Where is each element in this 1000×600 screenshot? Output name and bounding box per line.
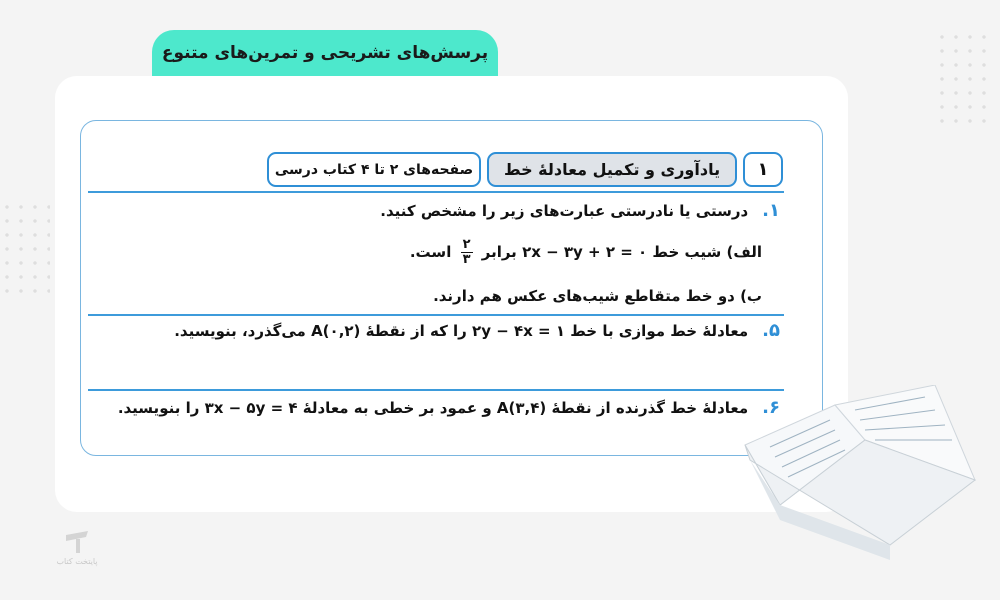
question-text: معادلهٔ خط موازی با خط ۲y − ۴x = ۱ را که از نقطهٔ A(۰,۲) می‌گذرد، بنویسید. — [174, 322, 749, 340]
question-text: درستی یا نادرستی عبارت‌های زیر را مشخص کنید. — [380, 202, 749, 220]
divider — [88, 314, 784, 316]
question-number: ۶. — [762, 397, 780, 418]
section-pages: صفحه‌های ۲ تا ۴ کتاب درسی — [267, 152, 481, 187]
logo-text: پایتخت کتاب — [56, 557, 98, 566]
fraction-numerator: ۲ — [462, 237, 471, 252]
decorative-dots — [0, 200, 50, 300]
question-5 — [174, 320, 780, 341]
question-number: ۵. — [762, 320, 780, 341]
question-1-part-a — [410, 238, 762, 267]
section-title: یادآوری و تکمیل معادلهٔ خط — [487, 152, 737, 187]
part-a-prefix: الف) شیب خط — [652, 243, 762, 261]
logo-icon — [62, 527, 92, 555]
fraction-denominator: ۳ — [462, 252, 471, 267]
question-1-part-b: ب) دو خط متقاطع شیب‌های عکس هم دارند. — [433, 287, 762, 305]
decorative-dots — [935, 30, 995, 130]
question-number: ۱. — [762, 200, 780, 221]
question-1 — [380, 200, 780, 221]
fraction — [461, 238, 473, 267]
divider — [88, 191, 784, 193]
section-number: ۱ — [743, 152, 783, 187]
question-6 — [118, 397, 780, 418]
open-book-image — [740, 385, 980, 585]
logo — [52, 527, 102, 566]
part-a-mid: برابر — [481, 243, 517, 261]
part-a-suffix: است. — [409, 243, 452, 261]
banner-title: پرسش‌های تشریحی و تمرین‌های متنوع — [161, 43, 489, 63]
banner-tab — [152, 30, 498, 76]
part-a-equation: ۲x − ۳y + ۲ = ۰ — [522, 243, 648, 261]
question-text: معادلهٔ خط گذرنده از نقطهٔ A(۳,۴) و عمود بر خطی به معادلهٔ ۳x − ۵y = ۴ را بنویسید. — [117, 399, 749, 417]
divider — [88, 389, 784, 391]
